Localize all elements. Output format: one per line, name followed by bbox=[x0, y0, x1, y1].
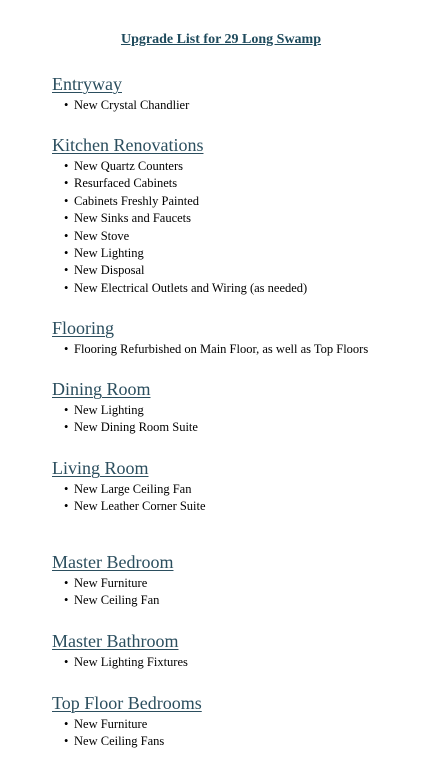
list-item bbox=[64, 175, 432, 192]
bullet-icon: • bbox=[64, 403, 69, 417]
item-text: New Ceiling Fans bbox=[74, 734, 165, 749]
bullet-icon: • bbox=[64, 263, 69, 278]
list-item bbox=[64, 97, 432, 114]
section-heading: Top Floor Bedrooms bbox=[52, 693, 202, 713]
list-item bbox=[64, 419, 432, 436]
item-text: New Leather Corner Suite bbox=[74, 499, 206, 514]
bullet-icon: • bbox=[64, 228, 69, 243]
bullet-icon: • bbox=[64, 159, 69, 173]
section-heading: Kitchen Renovations bbox=[52, 135, 204, 155]
item-list bbox=[52, 402, 432, 437]
bullet-icon: • bbox=[64, 734, 69, 749]
bullet-icon: • bbox=[64, 176, 69, 191]
item-text: New Quartz Counters bbox=[74, 159, 183, 173]
list-item bbox=[64, 158, 432, 175]
bullet-icon: • bbox=[64, 420, 69, 435]
list-item bbox=[64, 575, 432, 592]
bullet-icon: • bbox=[64, 576, 69, 590]
section-master-bathroom bbox=[52, 630, 432, 671]
item-list bbox=[52, 654, 432, 671]
item-text: New Dining Room Suite bbox=[74, 420, 198, 435]
item-text: New Large Ceiling Fan bbox=[74, 482, 192, 496]
section-heading: Living Room bbox=[52, 458, 149, 478]
bullet-icon: • bbox=[64, 98, 69, 112]
item-text: New Electrical Outlets and Wiring (as needed) bbox=[74, 280, 308, 295]
list-item bbox=[64, 245, 432, 262]
document-title: Upgrade List for 29 Long Swamp bbox=[120, 32, 322, 47]
list-item bbox=[64, 228, 432, 245]
item-text: New Sinks and Faucets bbox=[74, 211, 191, 226]
bullet-icon: • bbox=[64, 193, 69, 208]
item-text: New Crystal Chandlier bbox=[74, 98, 190, 112]
section-heading: Flooring bbox=[52, 318, 115, 338]
bullet-icon: • bbox=[64, 246, 69, 261]
list-item bbox=[64, 402, 432, 419]
item-text: New Lighting bbox=[74, 403, 144, 417]
item-text: Flooring Refurbished on Main Floor, as well as Top Floors bbox=[74, 342, 369, 356]
bullet-icon: • bbox=[64, 342, 69, 356]
item-text: New Ceiling Fan bbox=[74, 593, 160, 608]
list-item bbox=[64, 716, 432, 733]
list-item bbox=[64, 210, 432, 227]
item-list bbox=[52, 716, 432, 751]
list-item bbox=[64, 262, 432, 279]
item-text: Cabinets Freshly Painted bbox=[74, 193, 199, 208]
item-text: New Furniture bbox=[74, 717, 148, 731]
item-list bbox=[52, 481, 432, 516]
item-text: New Disposal bbox=[74, 263, 145, 278]
list-item bbox=[64, 280, 432, 297]
section-heading: Entryway bbox=[52, 74, 122, 94]
item-text: Resurfaced Cabinets bbox=[74, 176, 178, 191]
item-text: New Lighting Fixtures bbox=[74, 655, 188, 669]
item-list bbox=[52, 158, 432, 297]
section-master-bedroom bbox=[52, 551, 432, 610]
list-item bbox=[64, 193, 432, 210]
list-item bbox=[64, 733, 432, 750]
section-dining-room bbox=[52, 378, 432, 437]
list-item bbox=[64, 592, 432, 609]
bullet-icon: • bbox=[64, 211, 69, 226]
section-kitchen-renovations bbox=[52, 134, 432, 297]
section-top-floor-bedrooms bbox=[52, 692, 432, 751]
list-item bbox=[64, 481, 432, 498]
list-item bbox=[64, 654, 432, 671]
bullet-icon: • bbox=[64, 717, 69, 731]
bullet-icon: • bbox=[64, 280, 69, 295]
item-text: New Lighting bbox=[74, 246, 144, 261]
item-list bbox=[52, 97, 432, 114]
item-text: New Furniture bbox=[74, 576, 148, 590]
section-entryway bbox=[52, 73, 432, 114]
item-list bbox=[52, 575, 432, 610]
section-heading: Master Bedroom bbox=[52, 552, 174, 572]
item-text: New Stove bbox=[74, 228, 130, 243]
section-heading: Master Bathroom bbox=[52, 631, 179, 651]
item-list bbox=[52, 341, 432, 358]
section-heading: Dining Room bbox=[52, 379, 151, 399]
bullet-icon: • bbox=[64, 655, 69, 669]
section-living-room bbox=[52, 457, 432, 516]
bullet-icon: • bbox=[64, 593, 69, 608]
list-item bbox=[64, 498, 432, 515]
list-item bbox=[64, 341, 432, 358]
section-flooring bbox=[52, 317, 432, 358]
bullet-icon: • bbox=[64, 499, 69, 514]
bullet-icon: • bbox=[64, 482, 69, 496]
